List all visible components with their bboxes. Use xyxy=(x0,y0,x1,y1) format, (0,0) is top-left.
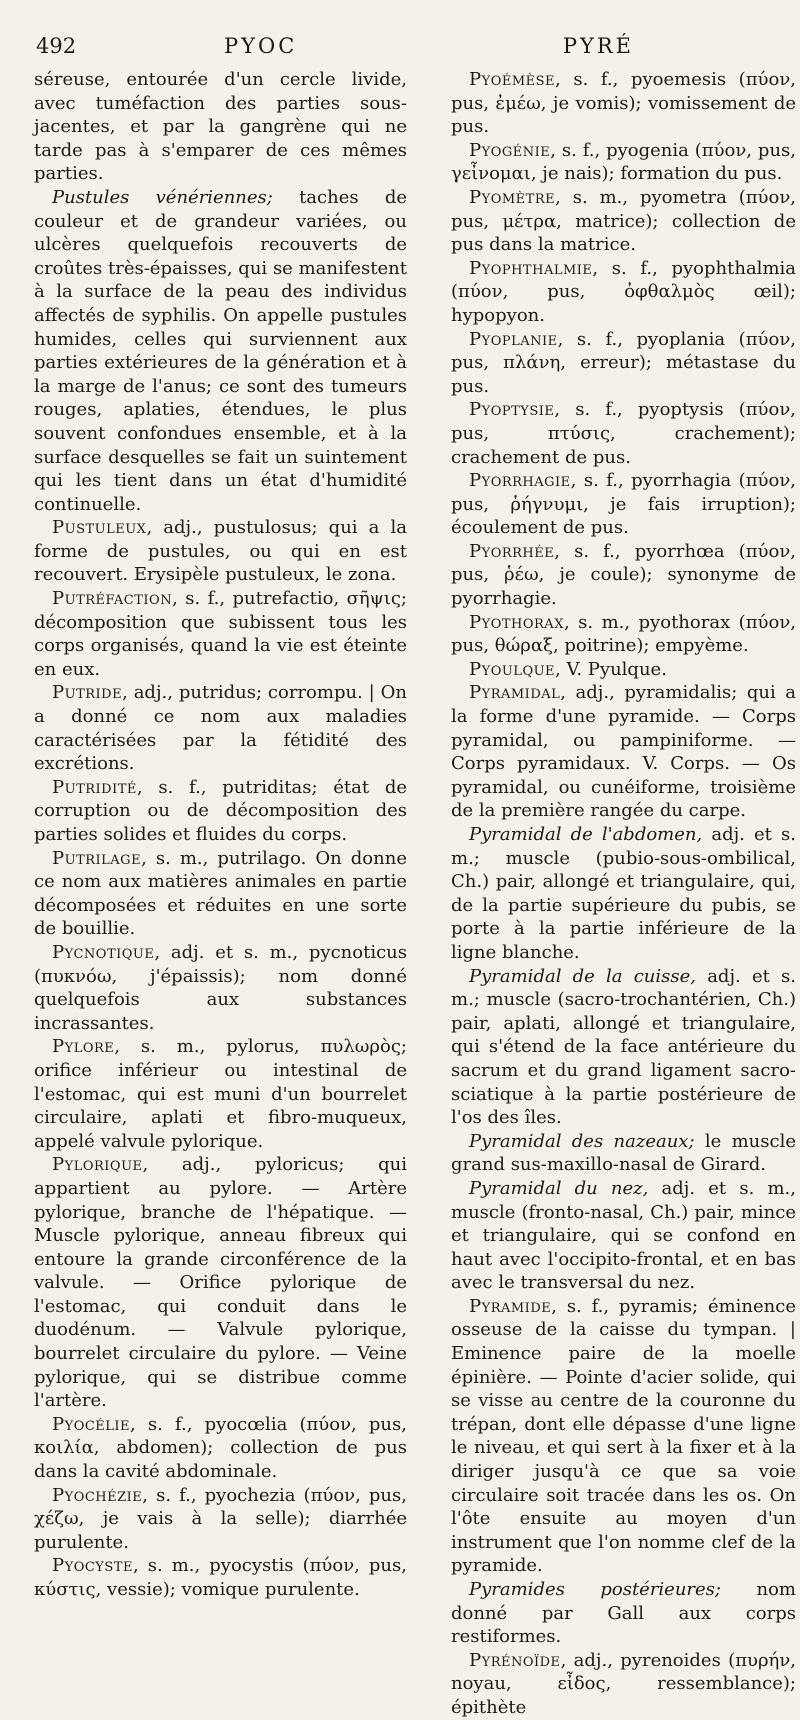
dictionary-entry: Pyothorax, s. m., pyothorax (πύον, pus, θώραξ, poitrine); empyème. xyxy=(451,611,796,657)
dictionary-entry: Putrilage, s. m., putrilago. On donne ce nom aux matières animales en partie décomposées et réduites en une sorte de bouillie. xyxy=(34,847,407,940)
entry-definition: s. f., pyocœlia (πύον, pus, κοιλία, abdomen); collection de pus dans la cavité abdominale. xyxy=(34,1413,407,1483)
sub-entry-term: Pyramidal du nez, xyxy=(469,1177,649,1199)
dictionary-entry: Pylorique, adj., pyloricus; qui appartient au pylore. — Artère pylorique, branche de l'hépatique. — Muscle pylorique, anneau fibreux qui entoure la grande circonférence de la valvule. — Orifice pylorique de l'estomac, qui conduit dans le duodénum. — Valvule pylorique, bourrelet circulaire du pylore. — Veine pylorique, qui se distribue comme l'artère. xyxy=(34,1154,407,1412)
entry-definition: le muscle grand sus-maxillo-nasal de Girard. xyxy=(451,1130,796,1176)
entry-definition: s. m., pyometra (πύον, pus, μέτρα, matrice); collection de pus dans la matrice. xyxy=(451,186,796,256)
dictionary-entry: Pyoplanie, s. f., pyoplania (πύον, pus, πλάνη, erreur); métastase du pus. xyxy=(451,328,796,397)
entry-headword: Pyrénoïde xyxy=(469,1649,561,1671)
entry-headword: Pyochézie xyxy=(52,1484,143,1506)
entry-definition: V. Pyulque. xyxy=(566,658,667,680)
entry-headword: Putréfaction xyxy=(52,588,173,610)
dictionary-entry: Pyoptysie, s. f., pyoptysis (πύον, pus, πτύσις, crachement); crachement de pus. xyxy=(451,399,796,468)
entry-definition: adj., pyramidalis; qui a la forme d'une pyramide. — Corps pyramidal, ou pampiniforme. — Corps pyramidaux. V. Corps. — Os pyramidal, ou cunéiforme, troisième de la première rangée du carpe. xyxy=(451,682,796,822)
dictionary-entry xyxy=(34,68,407,186)
entry-definition: adj., pustulosus; qui a la forme de pustules, ou qui en est recouvert. Erysipèle pustuleux, le zona. xyxy=(34,517,407,586)
entry-definition: adj. et s. m., pycnoticus (πυκνόω, j'épaissis); nom donné quelquefois aux substances incrassantes. xyxy=(34,941,407,1034)
running-head-right: PYRÉ xyxy=(562,34,634,58)
dictionary-entry: Pyocyste, s. m., pyocystis (πύον, pus, κύστις, vessie); vomique purulente. xyxy=(34,1555,407,1600)
entry-definition: adj. et s. m.; muscle (sacro-trochantérien, Ch.) pair, aplati, allongé et triangulaire, qui s'étend de la face antérieure du sacrum et du grand ligament sacro-sciatique à la partie postérieure de l'os des îles. xyxy=(451,965,796,1129)
dictionary-entry: Pyogénie, s. f., pyogenia (πύον, pus, γεἶνομαι, je nais); formation du pus. xyxy=(451,139,796,185)
entry-definition: adj. et s. m.; muscle (pubio-sous-ombilical, Ch.) pair, allongé et triangulaire, qui, de la partie supérieure du pubis, se porte à la partie inférieure de la ligne blanche. xyxy=(451,824,796,963)
entry-definition: s. f., pyorrhœa (πύον, pus, ῥέω, je coule); synonyme de pyorrhagie. xyxy=(451,540,796,610)
entry-definition: adj., pyloricus; qui appartient au pylore. — Artère pylorique, branche de l'hépatique. — Muscle pylorique, anneau fibreux qui entoure la grande circonférence de la valvule. — Orifice pylorique de l'estomac, qui conduit dans le duodénum. — Valvule pylorique, bourrelet circulaire du pylore. — Veine pylorique, qui se distribue comme l'artère. xyxy=(34,1154,407,1412)
running-header xyxy=(36,34,786,68)
dictionary-entry: Pyoulque, V. Pyulque. xyxy=(469,658,667,680)
entry-definition: adj., pyrenoides (πυρήν, noyau, εἶδος, ressemblance); épithète xyxy=(451,1649,796,1718)
dictionary-entry: Pustuleux, adj., pustulosus; qui a la forme de pustules, ou qui en est recouvert. Erysipèle pustuleux, le zona. xyxy=(34,517,407,586)
entry-definition: s. f., pyophthalmia (πύον, pus, ὀφθαλμὸς œil); hypopyon. xyxy=(451,257,796,326)
left-column xyxy=(34,68,408,1600)
entry-definition: s. f., pyorrhagia (πύον, pus, ῥήγνυμι, je fais irruption); écoulement de pus. xyxy=(451,470,796,539)
dictionary-entry: Putréfaction, s. f., putrefactio, σῆψις; décomposition que subissent tous les corps organisés, quand la vie est éteinte en eux. xyxy=(34,588,407,680)
entry-headword: Pyothorax xyxy=(469,611,564,633)
dictionary-entry xyxy=(451,1578,796,1649)
dictionary-entry xyxy=(34,186,407,516)
dictionary-entry xyxy=(451,965,796,1130)
entry-headword: Pyophthalmie xyxy=(469,257,593,279)
entry-definition: s. m., pyothorax (πύον, pus, θώραξ, poitrine); empyème. xyxy=(451,611,796,657)
dictionary-entry: Pyramidal, adj., pyramidalis; qui a la forme d'une pyramide. — Corps pyramidal, ou pampiniforme. — Corps pyramidaux. V. Corps. — Os pyramidal, ou cunéiforme, troisième de la première rangée du carpe. xyxy=(451,682,796,822)
sub-entry-term: Pyramidal de l'abdomen, xyxy=(469,824,703,845)
dictionary-entry: Pyocélie, s. f., pyocœlia (πύον, pus, κοιλία, abdomen); collection de pus dans la cavité abdominale. xyxy=(34,1413,407,1483)
dictionary-entry: Pycnotique, adj. et s. m., pycnoticus (πυκνόω, j'épaissis); nom donné quelquefois aux substances incrassantes. xyxy=(34,941,407,1034)
entry-headword: Pyoptysie xyxy=(469,399,555,421)
entry-definition: taches de couleur et de grandeur variées, ou ulcères quelquefois recouverts de croûtes très-épaisses, qui se manifestent à la surface de la peau des individus affectés de syphilis. On appelle pustules humides, celles qui surviennent aux parties extérieures de la génération et à la marge de l'anus; ce sont des tumeurs rouges, aplaties, étendues, le plus souvent confondues ensemble, et à la surface desquelles se fait un suintement qui les tient dans un état d'humidité continuelle. xyxy=(34,186,407,515)
dictionary-entry: Pyorrhée, s. f., pyorrhœa (πύον, pus, ῥέω, je coule); synonyme de pyorrhagie. xyxy=(451,540,796,610)
entry-definition: s. f., pyoptysis (πύον, pus, πτύσις, crachement); crachement de pus. xyxy=(451,399,796,468)
sub-entry-term: Pyramidal des nazeaux; xyxy=(469,1130,695,1152)
entry-definition: adj., putridus; corrompu. | On a donné ce nom aux maladies caractérisées par la fétidité des excrétions. xyxy=(34,682,407,775)
entry-definition: s. f., pyoplania (πύον, pus, πλάνη, erreur); métastase du pus. xyxy=(451,328,796,397)
dictionary-entry: Pyorrhagie, s. f., pyorrhagia (πύον, pus, ῥήγνυμι, je fais irruption); écoulement de pus. xyxy=(451,470,796,539)
right-column xyxy=(451,68,796,1718)
entry-headword: Pyramide xyxy=(469,1295,552,1317)
entry-headword: Pyorrhée xyxy=(469,540,555,562)
entry-headword: Pyramidal xyxy=(469,682,561,704)
dictionary-entry: Pyoémèse, s. f., pyoemesis (πύον, pus, ἐμέω, je vomis); vomissement de pus. xyxy=(451,69,796,138)
entry-headword: Pyomètre xyxy=(469,186,556,208)
entry-definition: s. m., pylorus, πυλωρὸς; orifice inférieur ou intestinal de l'estomac, qui est muni d'un bourrelet circulaire, aplati et fibro-muqueux, appelé valvule pylorique. xyxy=(34,1036,407,1152)
entry-headword: Pylorique xyxy=(52,1154,143,1176)
dictionary-entry: Pyochézie, s. f., pyochezia (πύον, pus, χέζω, je vais à la selle); diarrhée purulente. xyxy=(34,1484,407,1553)
entry-definition: s. m., pyocystis (πύον, pus, κύστις, vessie); vomique purulente. xyxy=(34,1555,407,1600)
entry-definition: séreuse, entourée d'un cercle livide, avec tuméfaction des parties sous-jacentes, et par la gangrène qui ne tarde pas à s'emparer de ces mêmes parties. xyxy=(34,69,407,185)
dictionary-entry: Pylore, s. m., pylorus, πυλωρὸς; orifice inférieur ou intestinal de l'estomac, qui est muni d'un bourrelet circulaire, aplati et fibro-muqueux, appelé valvule pylorique. xyxy=(34,1036,407,1152)
sub-entry-term: Pustules vénériennes; xyxy=(52,186,273,208)
entry-headword: Pyogénie xyxy=(469,139,551,161)
entry-definition: s. f., putrefactio, σῆψις; décomposition que subissent tous les corps organisés, quand la vie est éteinte en eux. xyxy=(34,588,407,680)
entry-headword: Putrilage xyxy=(52,847,142,869)
dictionary-entry: Pyrénoïde, adj., pyrenoides (πυρήν, noyau, εἶδος, ressemblance); épithète xyxy=(451,1649,796,1718)
entry-definition: s. f., pyramis; éminence osseuse de la caisse du tympan. | Eminence paire de la moelle épinière. — Pointe d'acier solide, qui se visse au centre de la couronne du trépan, dont elle dépasse d'une ligne le niveau, et qui sert à la fixer et à la diriger jusqu'à ce que sa voie circulaire soit tracée dans les os. On l'ôte ensuite au moyen d'un instrument que l'on nomme clef de la pyramide. xyxy=(451,1295,796,1577)
dictionary-entry xyxy=(451,823,796,965)
entry-definition: adj. et s. m., muscle (fronto-nasal, Ch.) pair, mince et triangulaire, qui se confond en haut avec l'occipito-frontal, et en bas avec le transversal du nez. xyxy=(451,1177,796,1294)
entry-headword: Pyoémèse xyxy=(469,69,556,90)
entry-headword: Pyocélie xyxy=(52,1413,131,1435)
dictionary-entry: Putride, adj., putridus; corrompu. | On a donné ce nom aux maladies caractérisées par la fétidité des excrétions. xyxy=(34,682,407,775)
dictionary-entry: Pyomètre, s. m., pyometra (πύον, pus, μέτρα, matrice); collection de pus dans la matrice. xyxy=(451,186,796,256)
entry-headword: Pylore xyxy=(52,1036,115,1058)
entry-headword: Putride xyxy=(52,682,123,704)
dictionary-entry: Putridité, s. f., putriditas; état de corruption ou de décomposition des parties solides et fluides du corps. xyxy=(34,776,408,845)
entry-definition: s. f., pyochezia (πύον, pus, χέζω, je vais à la selle); diarrhée purulente. xyxy=(34,1484,407,1553)
entry-definition: s. f., putriditas; état de corruption ou de décomposition des parties solides et fluides du corps. xyxy=(34,776,408,845)
sub-entry-term: Pyramidal de la cuisse, xyxy=(469,965,696,987)
dictionary-entry: Pyophthalmie, s. f., pyophthalmia (πύον, pus, ὀφθαλμὸς œil); hypopyon. xyxy=(451,257,796,326)
entry-headword: Pyocyste xyxy=(52,1555,133,1577)
entry-headword: Pustuleux xyxy=(52,517,147,539)
entry-definition: nom donné par Gall aux corps restiformes. xyxy=(451,1579,796,1648)
entry-headword: Pyorrhagie xyxy=(469,470,571,492)
entry-headword: Pyoulque xyxy=(469,658,556,680)
dictionary-entry: Pyramide, s. f., pyramis; éminence osseuse de la caisse du tympan. | Eminence paire de la moelle épinière. — Pointe d'acier solide, qui se visse au centre de la couronne du trépan, dont elle dépasse d'une ligne le niveau, et qui sert à la fixer et à la diriger jusqu'à ce que sa voie circulaire soit tracée dans les os. On l'ôte ensuite au moyen d'un instrument que l'on nomme clef de la pyramide. xyxy=(451,1295,796,1577)
entry-headword: Putridité xyxy=(52,776,137,798)
entry-headword: Pycnotique xyxy=(52,941,155,963)
running-head-left: PYOC xyxy=(224,34,298,58)
entry-definition: s. f., pyoemesis (πύον, pus, ἐμέω, je vomis); vomissement de pus. xyxy=(451,69,796,138)
dictionary-entry xyxy=(451,1177,796,1295)
sub-entry-term: Pyramides postérieures; xyxy=(469,1579,721,1600)
dictionary-entry xyxy=(451,1130,796,1177)
entry-definition: s. f., pyogenia (πύον, pus, γεἶνομαι, je nais); formation du pus. xyxy=(451,139,796,185)
page-number: 492 xyxy=(36,34,77,58)
entry-definition: s. m., putrilago. On donne ce nom aux matières animales en partie décomposées et réduites en une sorte de bouillie. xyxy=(34,847,407,940)
entry-headword: Pyoplanie xyxy=(469,328,558,350)
